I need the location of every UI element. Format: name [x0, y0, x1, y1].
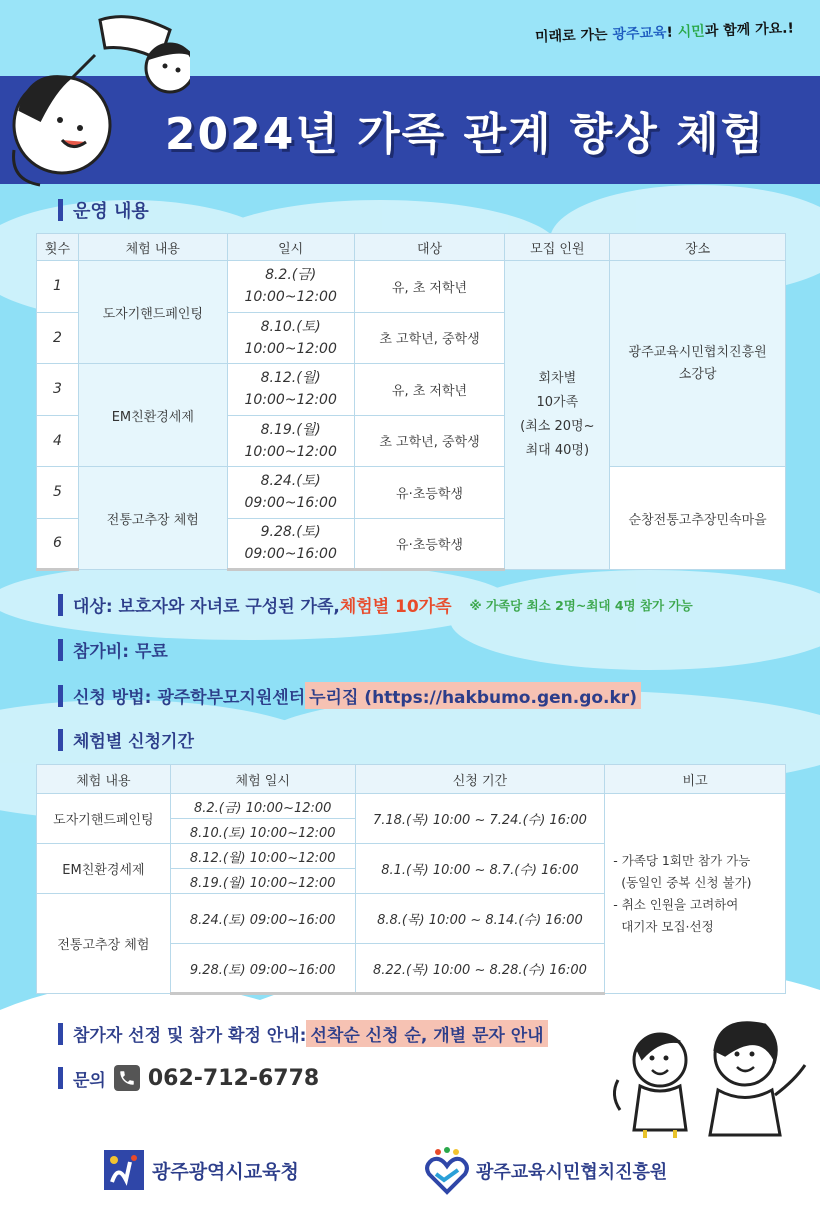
table-row: 4 8.19.(월) 10:00~12:00 초 고학년, 중학생 [37, 415, 786, 467]
col-header: 횟수 [37, 234, 79, 261]
target-info: 대상: 보호자와 자녀로 구성된 가족, 체험별 10가족 ※ 가족당 최소 2명~최대 4명 참가 가능 [58, 592, 693, 617]
phone-icon [114, 1065, 140, 1091]
table-row: EM친환경세제 8.12.(월) 10:00~12:00 8.1.(목) 10:00 ~ 8.7.(수) 16:00 [37, 844, 786, 869]
table-header-row: 체험 내용 체험 일시 신청 기간 비고 [37, 765, 786, 794]
table-row: 전통고추장 체험 8.24.(토) 09:00~16:00 8.8.(목) 10:00 ~ 8.14.(수) 16:00 [37, 894, 786, 944]
table-row: 5 전통고추장 체험 8.24.(토) 09:00~16:00 유·초등학생 순창전통고추장민속마을 [37, 467, 786, 519]
section-heading-period: 체험별 신청기간 [58, 727, 194, 752]
recruit-cell: 회차별 10가족 (최소 20명~ 최대 40명) [505, 261, 610, 570]
table-row: 2 8.10.(토) 10:00~12:00 초 고학년, 중학생 [37, 312, 786, 364]
section-bar [58, 199, 63, 221]
period-table [36, 764, 786, 995]
place-cell: 광주교육시민협치진흥원 소강당 [610, 261, 786, 467]
table-row: 9.28.(토) 09:00~16:00 8.22.(목) 10:00 ~ 8.28.(수) 16:00 [37, 944, 786, 994]
org-logo-office-of-education[interactable]: 광주광역시교육청 [104, 1150, 299, 1190]
table-row: 8.19.(월) 10:00~12:00 [37, 869, 786, 894]
handshake-heart-icon [424, 1146, 470, 1196]
selection-info: 참가자 선정 및 참가 확정 안내: 선착순 신청 순, 개별 문자 안내 [58, 1020, 548, 1047]
table-row: 8.10.(토) 10:00~12:00 [37, 819, 786, 844]
table-row: 도자기핸드페인팅 8.2.(금) 10:00~12:00 7.18.(목) 10:00 ~ 7.24.(수) 16:00 - 가족당 1회만 참가 가능 (동일인 중복 신청 불가) - 취소 인원을 고려하여 대기자 모집·선정 [37, 794, 786, 819]
note-cell: - 가족당 1회만 참가 가능 (동일인 중복 신청 불가) - 취소 인원을 고려하여 대기자 모집·선정 [605, 794, 786, 994]
org-logo-cooperation-institute[interactable]: 광주교육시민협치진흥원 [424, 1146, 667, 1196]
contact-info: 문의 062-712-6778 [58, 1065, 319, 1091]
fee-info: 참가비: 무료 [58, 637, 168, 662]
phone-number[interactable]: 062-712-6778 [147, 1065, 320, 1091]
page-title: 2024년 가족 관계 향상 체험 [164, 109, 766, 160]
section-heading-operation: 운영 내용 [58, 197, 149, 223]
table-row: 3 EM친환경세제 8.12.(월) 10:00~12:00 유, 초 저학년 [37, 364, 786, 416]
flying-children-illustration [0, 0, 190, 200]
education-office-emblem-icon [104, 1150, 144, 1190]
col-header: 장소 [610, 234, 786, 261]
col-header: 체험 내용 [78, 234, 227, 261]
table-row: 1 도자기핸드페인팅 8.2.(금) 10:00~12:00 유, 초 저학년 회차별 10가족 (최소 20명~ 최대 40명) 광주교육시민협치진흥원 소강당 [37, 261, 786, 313]
slogan: 미래로 가는 광주교육! 시민과 함께 가요.! [534, 20, 795, 46]
col-header: 모집 인원 [505, 234, 610, 261]
col-header: 대상 [354, 234, 505, 261]
table-row: 6 9.28.(토) 09:00~16:00 유·초등학생 [37, 518, 786, 570]
col-header: 일시 [227, 234, 354, 261]
parent-child-illustration [600, 1010, 815, 1140]
apply-link[interactable]: 누리집 (https://hakbumo.gen.go.kr) [305, 682, 641, 709]
schedule-table [36, 233, 786, 571]
table-header-row [37, 234, 786, 261]
apply-info: 신청 방법: 광주학부모지원센터 누리집 (https://hakbumo.gen.go.kr) [58, 682, 641, 709]
